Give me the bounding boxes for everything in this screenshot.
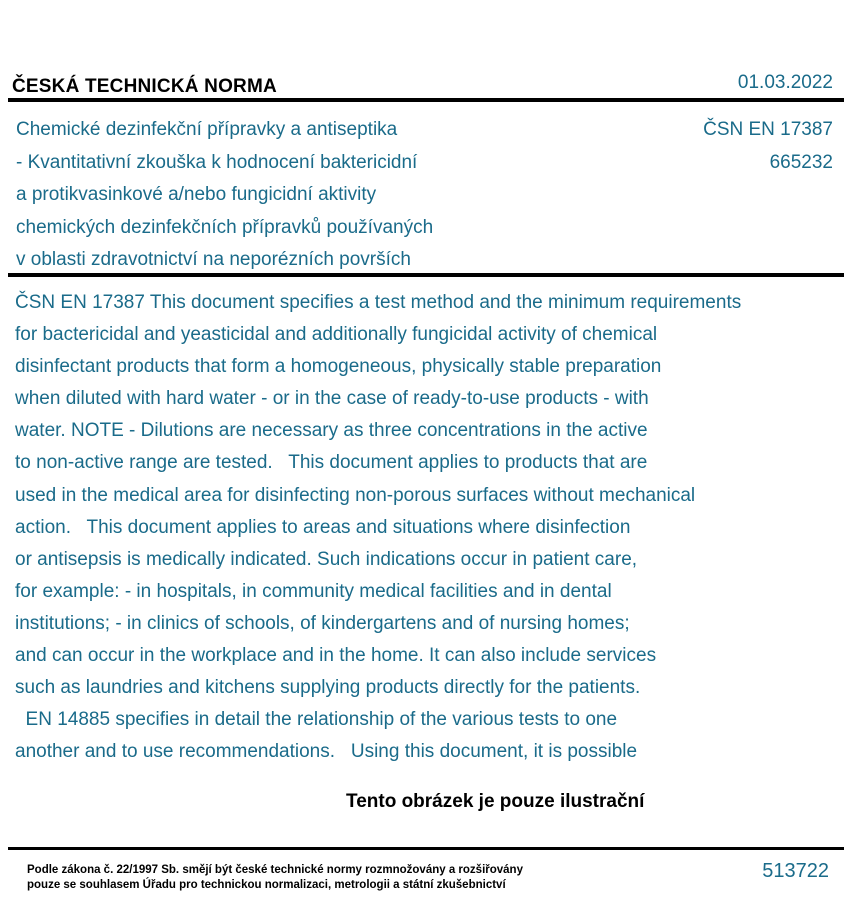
abstract-line: water. NOTE - Dilutions are necessary as three concentrations in the active <box>15 420 648 442</box>
abstract-line: EN 14885 specifies in detail the relationship of the various tests to one <box>15 709 618 731</box>
abstract-line: disinfectant products that form a homogeneous, physically stable preparation <box>15 356 662 378</box>
title-line: - Kvantitativní zkouška k hodnocení baktericidní <box>16 151 418 173</box>
abstract-line: for example: - in hospitals, in community medical facilities and in dental <box>15 580 612 602</box>
publication-date: 01.03.2022 <box>737 72 833 93</box>
title-divider <box>8 273 844 277</box>
abstract-line: another and to use recommendations. Using this document, it is possible <box>15 741 638 763</box>
abstract-line: or antisepsis is medically indicated. Such indications occur in patient care, <box>15 548 638 570</box>
abstract-line: when diluted with hard water - or in the case of ready-to-use products - with <box>15 388 649 410</box>
abstract-line: institutions; - in clinics of schools, of kindergartens and of nursing homes; <box>15 612 630 634</box>
title-line: v oblasti zdravotnictví na neporézních površích <box>16 249 411 270</box>
abstract-line: used in the medical area for disinfecting non-porous surfaces without mechanical <box>15 484 696 506</box>
abstract-line: for bactericidal and yeasticidal and additionally fungicidal activity of chemical <box>15 324 658 346</box>
abstract-line: ČSN EN 17387 This document specifies a test method and the minimum requirements <box>15 292 742 313</box>
legal-notice-line: pouze se souhlasem Úřadu pro technickou normalizaci, metrologii a státní zkušebnictví <box>27 879 506 891</box>
header-divider <box>8 98 844 102</box>
catalog-number: 513722 <box>762 860 829 882</box>
title-line: a protikvasinkové a/nebo fungicidní aktivity <box>16 184 377 205</box>
standard-number: ČSN EN 17387 <box>703 119 833 140</box>
classification-code: 665232 <box>769 151 833 173</box>
abstract-text <box>15 287 845 768</box>
abstract-line: to non-active range are tested. This document applies to products that are <box>15 452 648 474</box>
abstract-line: action. This document applies to areas and situations where disinfection <box>15 516 631 538</box>
abstract-line: and can occur in the workplace and in the home. It can also include services <box>15 645 657 667</box>
title-line: chemických dezinfekčních přípravků používaných <box>16 216 434 238</box>
illustration-note: Tento obrázek je pouze ilustrační <box>346 791 645 812</box>
standard-codes <box>703 114 833 179</box>
legal-notice-line: Podle zákona č. 22/1997 Sb. smějí být české technické normy rozmnožovány a rozšiřovány <box>27 864 523 876</box>
standard-title <box>16 114 536 277</box>
abstract-line: such as laundries and kitchens supplying products directly for the patients. <box>15 677 641 699</box>
legal-notice <box>27 863 523 893</box>
footer-divider <box>8 847 844 850</box>
title-line: Chemické dezinfekční přípravky a antiseptika <box>16 119 398 140</box>
norm-type-heading: ČESKÁ TECHNICKÁ NORMA <box>12 76 277 97</box>
